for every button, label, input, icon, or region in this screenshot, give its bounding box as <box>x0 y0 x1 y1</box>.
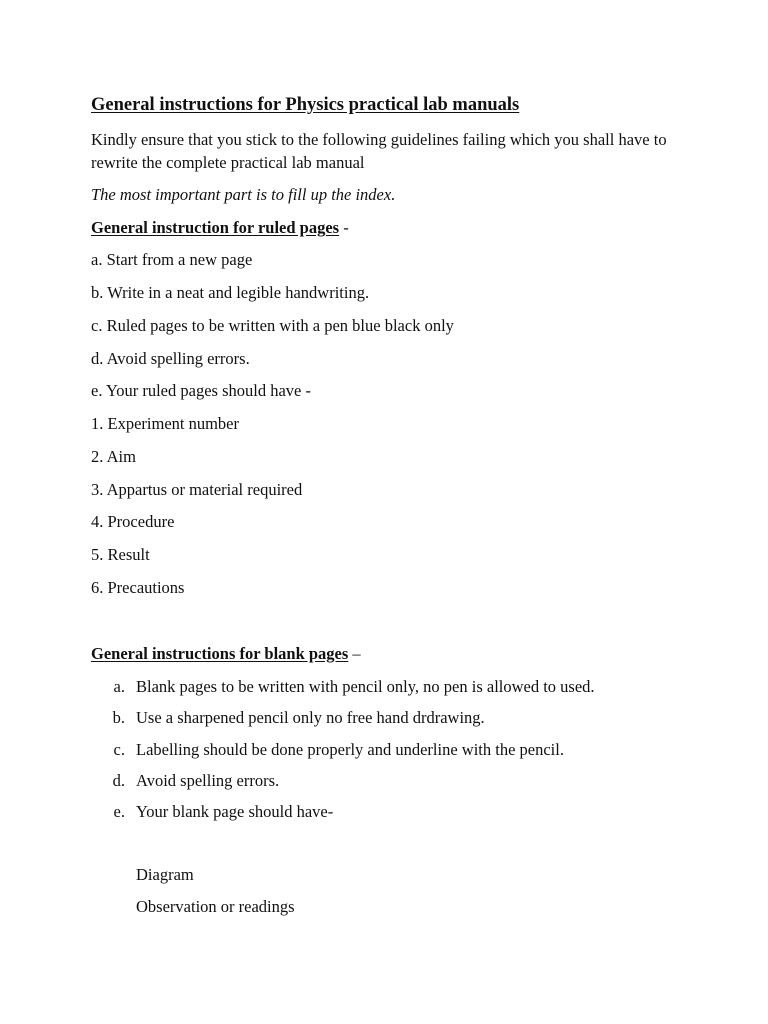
blank-item-b-marker: b. <box>112 708 125 727</box>
blank-pages-heading <box>91 644 361 664</box>
ruled-pages-heading <box>91 218 349 238</box>
blank-item-a: Blank pages to be written with pencil only, no pen is allowed to used. <box>136 677 595 696</box>
blank-item-e: Your blank page should have- <box>136 802 334 821</box>
numbered-item-3: 3. Appartus or material required <box>91 480 303 499</box>
document-title: General instructions for Physics practical lab manuals <box>91 95 520 115</box>
blank-item-e-marker: e. <box>113 802 125 821</box>
ruled-item-e: e. Your ruled pages should have - <box>91 381 311 400</box>
important-note: The most important part is to fill up the index. <box>91 185 396 204</box>
blank-pages-heading-trail: – <box>348 644 361 663</box>
ruled-pages-heading-trail: - <box>339 218 349 237</box>
numbered-item-2: 2. Aim <box>91 447 136 466</box>
numbered-item-6: 6. Precautions <box>91 578 185 597</box>
blank-sub-item-observation: Observation or readings <box>136 897 295 916</box>
ruled-item-d: d. Avoid spelling errors. <box>91 349 250 368</box>
blank-item-d-marker: d. <box>112 771 125 790</box>
ruled-item-b: b. Write in a neat and legible handwriting. <box>91 283 370 302</box>
numbered-item-5: 5. Result <box>91 545 150 564</box>
ruled-item-a: a. Start from a new page <box>91 250 253 269</box>
ruled-pages-heading-text: General instruction for ruled pages <box>91 218 340 237</box>
blank-item-d: Avoid spelling errors. <box>136 771 280 790</box>
numbered-item-4: 4. Procedure <box>91 512 175 531</box>
numbered-item-1: 1. Experiment number <box>91 414 240 433</box>
ruled-item-c: c. Ruled pages to be written with a pen blue black only <box>91 316 454 335</box>
intro-paragraph: Kindly ensure that you stick to the following guidelines failing which you shall have to rewrite the complete practical lab manual <box>91 130 667 172</box>
blank-item-a-marker: a. <box>113 677 125 696</box>
blank-sub-item-diagram: Diagram <box>136 865 194 884</box>
blank-pages-heading-text: General instructions for blank pages <box>91 644 349 663</box>
blank-item-c-marker: c. <box>113 740 125 759</box>
blank-item-b: Use a sharpened pencil only no free hand drdrawing. <box>136 708 485 727</box>
blank-item-c: Labelling should be done properly and underline with the pencil. <box>136 740 564 759</box>
